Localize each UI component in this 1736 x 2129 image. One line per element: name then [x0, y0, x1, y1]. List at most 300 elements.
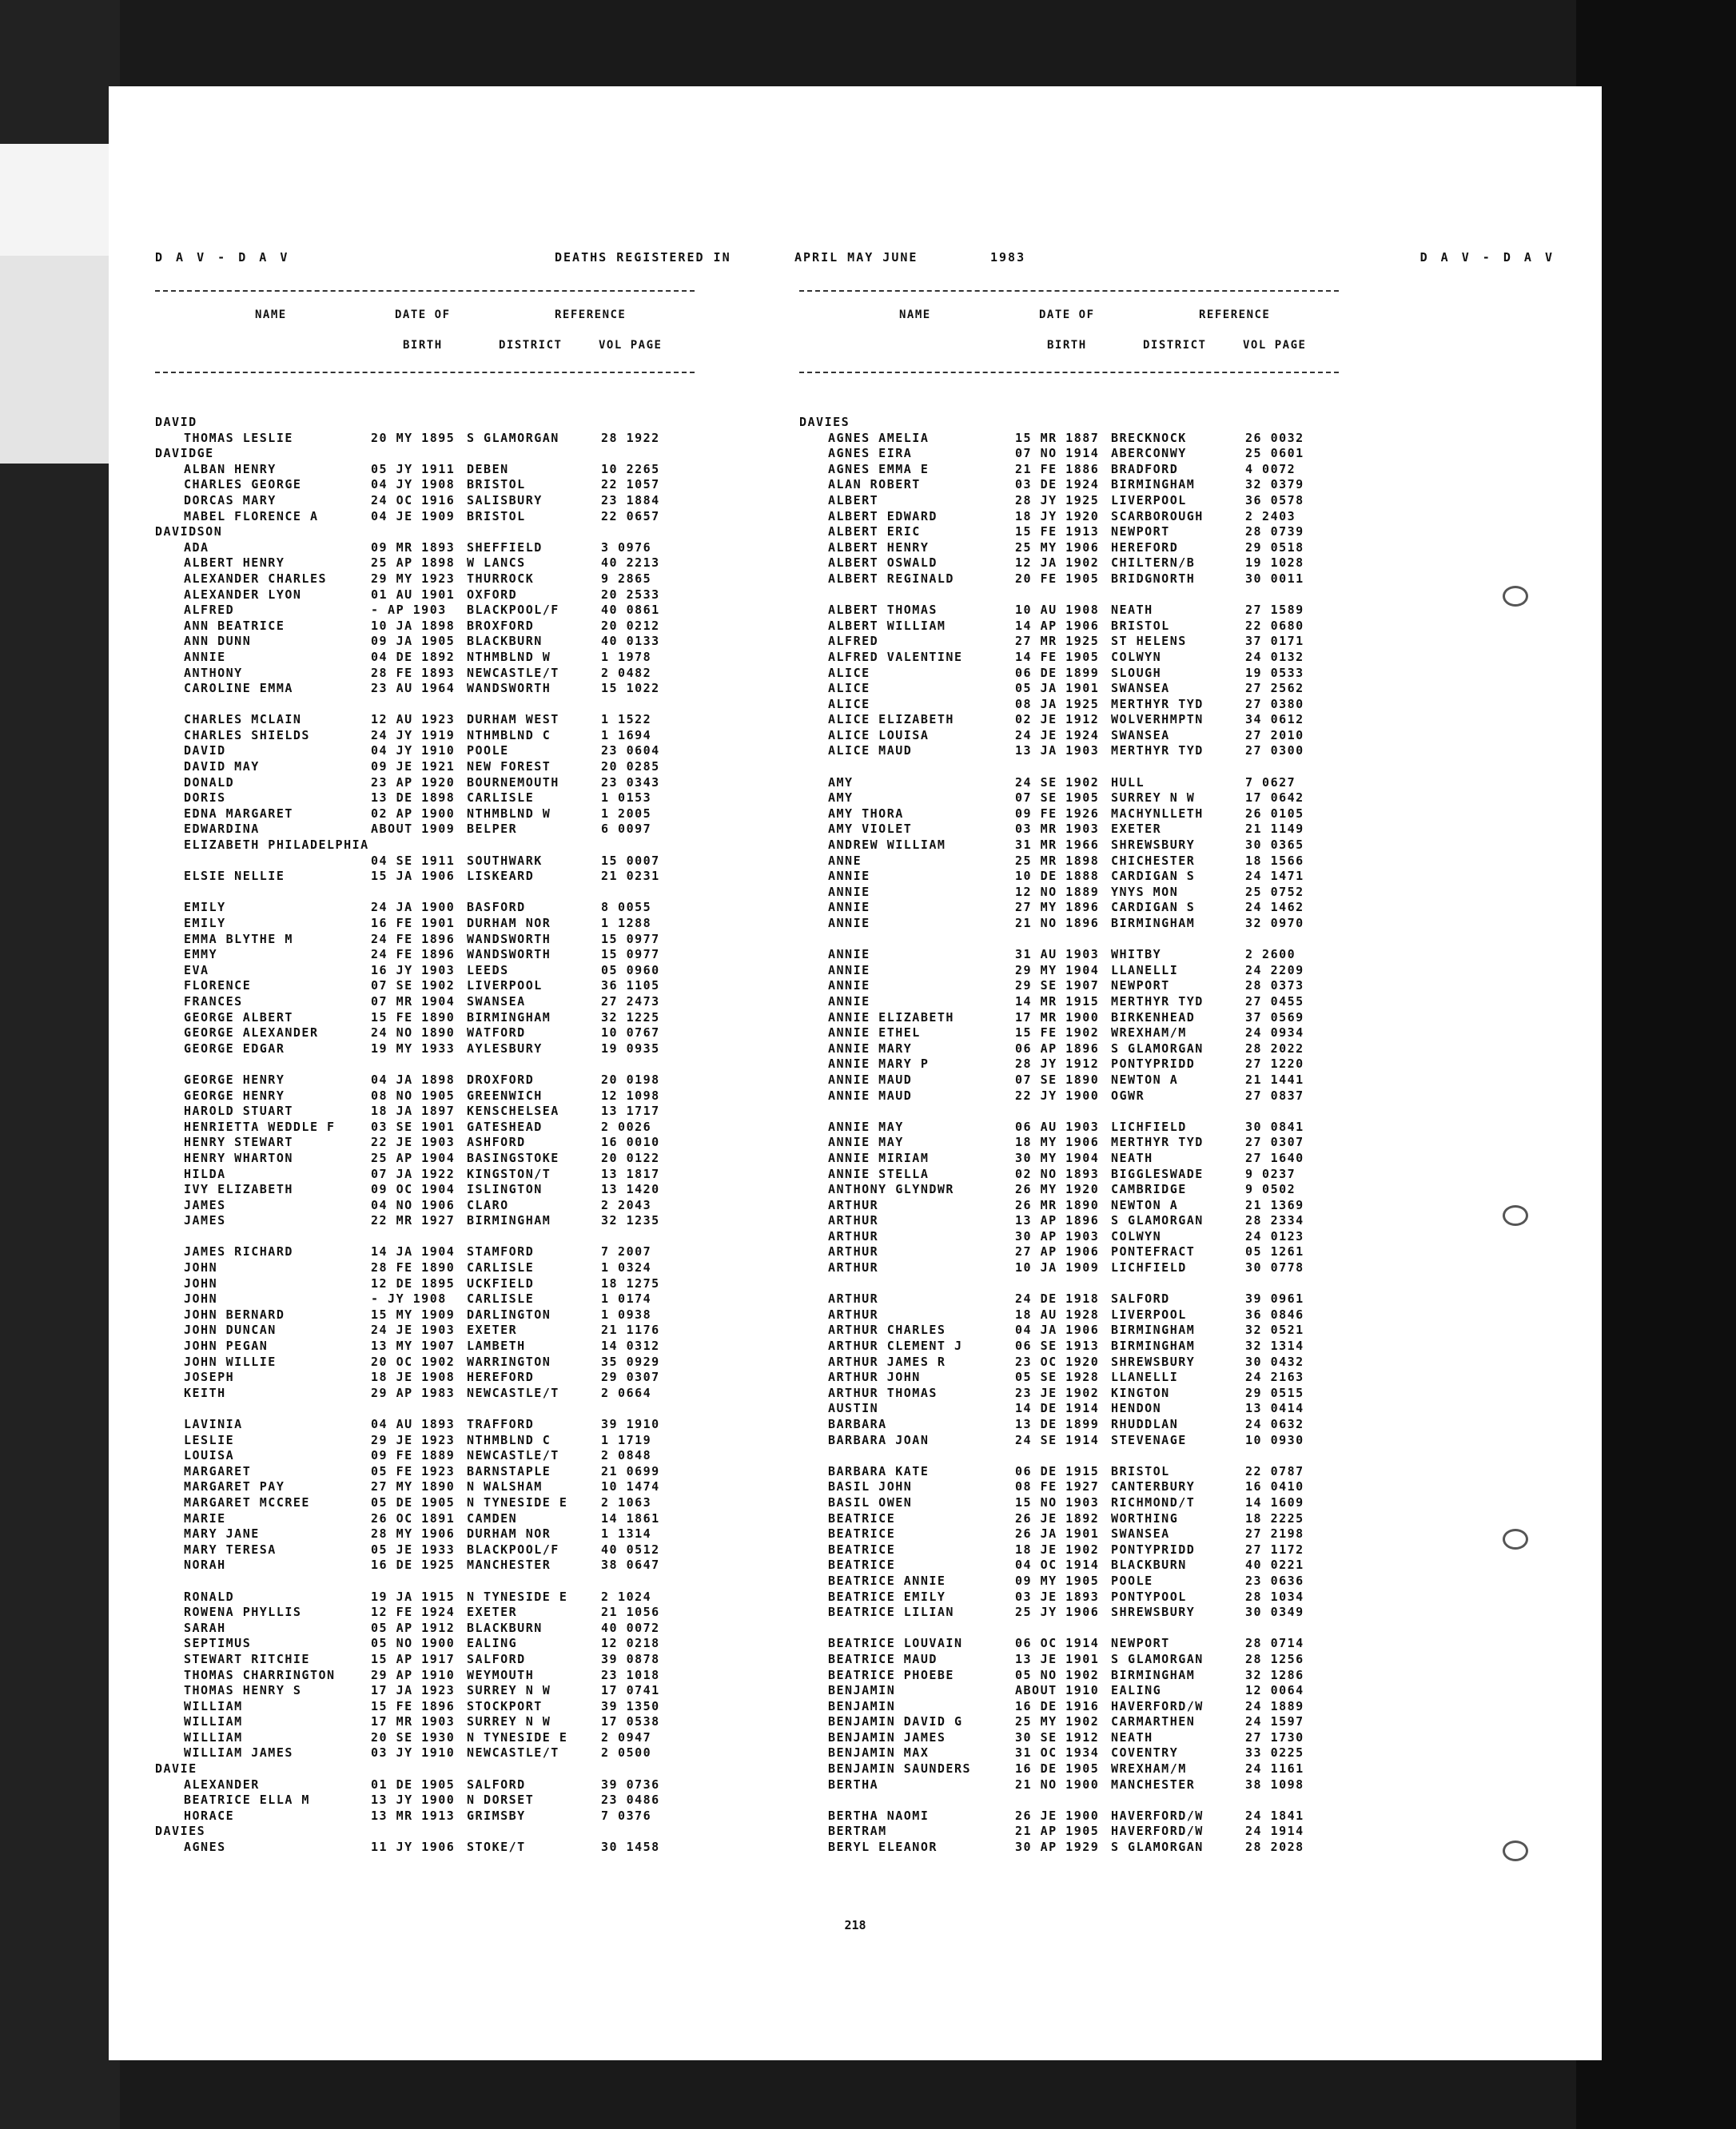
district-cell: CARDIGAN S [1111, 900, 1196, 915]
death-record-row [799, 1041, 1339, 1057]
district-cell: STAMFORD [467, 1244, 535, 1259]
death-record-row [799, 1699, 1339, 1715]
death-record-row [799, 1010, 1339, 1026]
vol-page-cell: 1 1522 [601, 712, 652, 727]
vol-page-cell: 28 0739 [1245, 524, 1304, 539]
birth-date-cell: 06 SE 1913 [1015, 1339, 1100, 1354]
district-cell: STOCKPORT [467, 1698, 543, 1713]
vol-page-cell: 23 0343 [601, 774, 660, 790]
district-cell: HULL [1111, 774, 1145, 790]
right-entries [799, 415, 1339, 1856]
birth-date-cell: 07 SE 1890 [1015, 1072, 1100, 1087]
spacer-row [799, 932, 1339, 948]
vol-page-cell: 24 1889 [1245, 1698, 1304, 1713]
death-record-row [155, 854, 695, 870]
forename-cell: GEORGE EDGAR [184, 1041, 285, 1056]
forename-cell: BENJAMIN MAX [828, 1745, 930, 1761]
forename-cell: ANNIE [828, 916, 870, 930]
death-record-row [155, 603, 695, 619]
death-record-row [799, 1668, 1339, 1684]
vol-page-cell: 24 1597 [1245, 1714, 1304, 1729]
district-cell: SURREY N W [467, 1714, 551, 1729]
birth-date-cell: 09 MY 1905 [1015, 1573, 1100, 1588]
death-record-row [799, 978, 1339, 994]
surname-label: DAVIDSON [155, 524, 223, 539]
forename-cell: ARTHUR [828, 1228, 879, 1244]
district-cell: PONTYPRIDD [1111, 1542, 1196, 1557]
death-record-row [155, 1605, 695, 1621]
birth-date-cell: 18 MY 1906 [1015, 1135, 1100, 1150]
district-cell: EALING [467, 1636, 518, 1651]
forename-cell: ANDREW WILLIAM [828, 838, 946, 853]
col-head-vol-page: VOL PAGE [599, 339, 663, 352]
birth-date-cell: 19 MY 1933 [371, 1041, 456, 1056]
district-cell: BIRMINGHAM [467, 1213, 551, 1228]
vol-page-cell: 15 0007 [601, 853, 660, 868]
vol-page-cell: 30 0349 [1245, 1605, 1304, 1620]
forename-cell: MARGARET MCCREE [184, 1494, 310, 1510]
forename-cell: AGNES [184, 1840, 226, 1855]
death-record-row [799, 1761, 1339, 1777]
forename-cell: AGNES EIRA [828, 446, 913, 461]
birth-date-cell: 03 JE 1893 [1015, 1589, 1100, 1604]
vol-page-cell: 39 0736 [601, 1777, 660, 1792]
birth-date-cell: 26 MR 1890 [1015, 1197, 1100, 1212]
district-cell: LICHFIELD [1111, 1260, 1187, 1275]
vol-page-cell: 30 0011 [1245, 571, 1304, 586]
district-cell: COLWYN [1111, 649, 1162, 664]
death-record-row [155, 1182, 695, 1198]
vol-page-cell: 30 0841 [1245, 1119, 1304, 1134]
district-cell: BLACKBURN [467, 1620, 543, 1635]
death-record-row [155, 1120, 695, 1136]
vol-page-cell: 40 0072 [601, 1620, 660, 1635]
vol-page-cell: 24 1161 [1245, 1761, 1304, 1777]
birth-date-cell: 04 AU 1893 [371, 1417, 456, 1431]
birth-date-cell: 05 NO 1902 [1015, 1667, 1100, 1682]
forename-cell: ALBERT REGINALD [828, 571, 954, 586]
birth-date-cell: 26 MY 1920 [1015, 1182, 1100, 1197]
forename-cell: LOUISA [184, 1448, 235, 1463]
spacer-row [799, 1104, 1339, 1120]
death-record-row [799, 1057, 1339, 1072]
vol-page-cell: 8 0055 [601, 900, 652, 915]
col-head-reference: REFERENCE [1199, 308, 1271, 321]
forename-cell: BARBARA JOAN [828, 1432, 930, 1447]
birth-date-cell: 20 MY 1895 [371, 430, 456, 445]
vol-page-cell: 24 1471 [1245, 869, 1304, 884]
vol-page-cell: 18 2225 [1245, 1510, 1304, 1526]
forename-cell: ANNIE [184, 649, 226, 664]
death-record-row [155, 1652, 695, 1668]
forename-cell: BENJAMIN DAVID G [828, 1714, 963, 1729]
district-cell: NEATH [1111, 1729, 1153, 1745]
death-record-row [799, 1198, 1339, 1214]
forename-cell: AMY [828, 790, 854, 806]
vol-page-cell: 27 2198 [1245, 1526, 1304, 1542]
forename-cell: AGNES EMMA E [828, 461, 930, 476]
vol-page-cell: 2 2403 [1245, 508, 1296, 523]
birth-date-cell: 21 FE 1886 [1015, 461, 1100, 476]
forename-cell: ANNIE [828, 884, 870, 899]
district-cell: NTHMBLND W [467, 806, 551, 821]
vol-page-cell: 2 1063 [601, 1494, 652, 1510]
death-record-row [799, 1511, 1339, 1527]
district-cell: LLANELLI [1111, 962, 1179, 977]
vol-page-cell: 27 0380 [1245, 696, 1304, 711]
district-cell: BASFORD [467, 900, 526, 915]
forename-cell: ANNIE [828, 869, 870, 884]
birth-date-cell: 27 MR 1925 [1015, 634, 1100, 649]
vol-page-cell: 28 1034 [1245, 1589, 1304, 1604]
vol-page-cell: 28 2028 [1245, 1840, 1304, 1855]
death-record-row [155, 493, 695, 509]
forename-cell: AMY [828, 774, 854, 790]
vol-page-cell: 9 2865 [601, 571, 652, 586]
forename-cell: LAVINIA [184, 1417, 243, 1431]
forename-cell: ANN DUNN [184, 634, 252, 649]
vol-page-cell: 7 2007 [601, 1244, 652, 1259]
district-cell: LISKEARD [467, 869, 535, 884]
birth-date-cell: 27 MY 1890 [371, 1479, 456, 1494]
district-cell: WEYMOUTH [467, 1667, 535, 1682]
district-cell: SURREY N W [467, 1683, 551, 1698]
birth-date-cell: 31 OC 1934 [1015, 1745, 1100, 1761]
surname-heading [155, 1824, 695, 1840]
surname-label: DAVIES [799, 415, 850, 429]
district-cell: CANTERBURY [1111, 1479, 1196, 1494]
birth-date-cell: 21 NO 1896 [1015, 916, 1100, 930]
column-header [799, 290, 1339, 373]
birth-date-cell: 19 JA 1915 [371, 1589, 456, 1604]
vol-page-cell: 21 0699 [601, 1463, 660, 1478]
district-cell: CARDIGAN S [1111, 869, 1196, 884]
birth-date-cell: 21 AP 1905 [1015, 1824, 1100, 1839]
death-record-row [799, 1558, 1339, 1574]
vol-page-cell: 37 0569 [1245, 1009, 1304, 1025]
forename-cell: KEITH [184, 1385, 226, 1400]
death-record-row [155, 1448, 695, 1464]
forename-cell: THOMAS LESLIE [184, 430, 293, 445]
birth-date-cell: 05 JA 1901 [1015, 681, 1100, 696]
forename-cell: ALBERT WILLIAM [828, 618, 946, 633]
district-cell: BRISTOL [467, 477, 526, 492]
surname-heading [155, 1761, 695, 1777]
death-record-row [155, 555, 695, 571]
vol-page-cell: 17 0741 [601, 1683, 660, 1698]
district-cell: MERTHYR TYD [1111, 1135, 1204, 1150]
district-cell: SLOUGH [1111, 665, 1162, 680]
death-record-row [155, 1558, 695, 1574]
birth-date-cell: 08 JA 1925 [1015, 696, 1100, 711]
district-cell: BARNSTAPLE [467, 1463, 551, 1478]
death-record-row [155, 1668, 695, 1684]
death-record-row [799, 1464, 1339, 1480]
forename-cell: GEORGE ALBERT [184, 1009, 293, 1025]
death-record-row [799, 743, 1339, 759]
district-cell: MERTHYR TYD [1111, 993, 1204, 1009]
death-record-row [155, 1683, 695, 1699]
forename-cell: ARTHUR [828, 1260, 879, 1275]
vol-page-cell: 32 1314 [1245, 1339, 1304, 1354]
death-record-row [799, 916, 1339, 932]
birth-date-cell: 05 FE 1923 [371, 1463, 456, 1478]
header-left-code: D A V - D A V [155, 250, 291, 265]
birth-date-cell: 23 AU 1964 [371, 681, 456, 696]
district-cell: NTHMBLND W [467, 649, 551, 664]
district-cell: GREENWICH [467, 1088, 543, 1103]
birth-date-cell: 27 AP 1906 [1015, 1244, 1100, 1259]
birth-date-cell: 18 JE 1908 [371, 1370, 456, 1385]
forename-cell: BEATRICE ANNIE [828, 1573, 946, 1588]
district-cell: BLACKBURN [1111, 1558, 1187, 1573]
birth-date-cell: 09 OC 1904 [371, 1182, 456, 1197]
death-record-row [799, 1291, 1339, 1307]
birth-date-cell: 14 DE 1914 [1015, 1401, 1100, 1416]
vol-page-cell: 40 0512 [601, 1542, 660, 1557]
vol-page-cell: 12 0064 [1245, 1683, 1304, 1698]
death-record-row [155, 587, 695, 603]
birth-date-cell: 14 FE 1905 [1015, 649, 1100, 664]
vol-page-cell: 22 1057 [601, 477, 660, 492]
death-record-row [155, 916, 695, 932]
vol-page-cell: 19 0935 [601, 1041, 660, 1056]
birth-date-cell: 13 DE 1898 [371, 790, 456, 806]
birth-date-cell: 04 JY 1908 [371, 477, 456, 492]
death-record-row [799, 1745, 1339, 1761]
vol-page-cell: 27 2010 [1245, 727, 1304, 742]
death-record-row [155, 1307, 695, 1323]
birth-date-cell: 07 MR 1904 [371, 993, 456, 1009]
forename-cell: ALICE [828, 665, 870, 680]
district-cell: N TYNESIDE E [467, 1729, 568, 1745]
vol-page-cell: 19 0533 [1245, 665, 1304, 680]
district-cell: CARLISLE [467, 1291, 535, 1307]
birth-date-cell: 15 JA 1906 [371, 869, 456, 884]
district-cell: CARMARTHEN [1111, 1714, 1196, 1729]
birth-date-cell: 13 MY 1907 [371, 1339, 456, 1354]
district-cell: YNYS MON [1111, 884, 1179, 899]
district-cell: BLACKBURN [467, 634, 543, 649]
spacer-row [155, 1574, 695, 1590]
header-period: APRIL MAY JUNE [794, 250, 918, 265]
district-cell: CHICHESTER [1111, 853, 1196, 868]
vol-page-cell: 2 0664 [601, 1385, 652, 1400]
forename-cell: ARTHUR [828, 1307, 879, 1322]
death-record-row [155, 869, 695, 885]
forename-cell: STEWART RITCHIE [184, 1651, 310, 1666]
death-record-row [799, 1636, 1339, 1652]
district-cell: MANCHESTER [1111, 1777, 1196, 1792]
death-record-row [155, 1479, 695, 1495]
birth-date-cell: 09 JA 1905 [371, 634, 456, 649]
district-cell: WREXHAM/M [1111, 1761, 1187, 1777]
vol-page-cell: 39 0878 [601, 1651, 660, 1666]
district-cell: SURREY N W [1111, 790, 1196, 806]
vol-page-cell: 05 0960 [601, 962, 660, 977]
death-record-row [155, 822, 695, 838]
birth-date-cell: 06 OC 1914 [1015, 1636, 1100, 1651]
forename-cell: ANNIE STELLA [828, 1166, 930, 1181]
forename-cell: BENJAMIN JAMES [828, 1729, 946, 1745]
forename-cell: ARTHUR CHARLES [828, 1323, 946, 1338]
forename-cell: FLORENCE [184, 978, 252, 993]
district-cell: KINGTON [1111, 1385, 1170, 1400]
forename-cell: ALICE ELIZABETH [828, 712, 954, 727]
death-record-row [155, 1526, 695, 1542]
forename-cell: ALICE [828, 696, 870, 711]
vol-page-cell: 30 1458 [601, 1840, 660, 1855]
forename-cell: ALFRED [828, 634, 879, 649]
vol-page-cell: 25 0752 [1245, 884, 1304, 899]
district-cell: N TYNESIDE E [467, 1494, 568, 1510]
left-column [155, 266, 695, 1856]
forename-cell: EDNA MARGARET [184, 806, 293, 821]
forename-cell: ANNIE [828, 993, 870, 1009]
forename-cell: HENRY WHARTON [184, 1150, 293, 1165]
right-column [799, 266, 1339, 1856]
forename-cell: ALBERT HENRY [828, 539, 930, 555]
forename-cell: CHARLES SHIELDS [184, 727, 310, 742]
spacer-row [799, 1448, 1339, 1464]
district-cell: NEWPORT [1111, 1636, 1170, 1651]
vol-page-cell: 10 0767 [601, 1025, 660, 1041]
district-cell: GATESHEAD [467, 1119, 543, 1134]
district-cell: BRISTOL [1111, 1463, 1170, 1478]
death-record-row [799, 1730, 1339, 1746]
vol-page-cell: 7 0627 [1245, 774, 1296, 790]
left-entries [155, 415, 695, 1856]
district-cell: ISLINGTON [467, 1182, 543, 1197]
birth-date-cell: 10 JA 1909 [1015, 1260, 1100, 1275]
birth-date-cell: 12 AU 1923 [371, 712, 456, 727]
death-record-row [155, 619, 695, 635]
forename-cell: MARY TERESA [184, 1542, 277, 1557]
col-head-vol-page: VOL PAGE [1243, 339, 1307, 352]
district-cell: HENDON [1111, 1401, 1162, 1416]
birth-date-cell: 29 SE 1907 [1015, 978, 1100, 993]
vol-page-cell: 29 0515 [1245, 1385, 1304, 1400]
vol-page-cell: 34 0612 [1245, 712, 1304, 727]
vol-page-cell: 28 2334 [1245, 1213, 1304, 1228]
district-cell: COVENTRY [1111, 1745, 1179, 1761]
vol-page-cell: 17 0642 [1245, 790, 1304, 806]
forename-cell: BASIL JOHN [828, 1479, 913, 1494]
forename-cell: ELSIE NELLIE [184, 869, 285, 884]
birth-date-cell: 13 JA 1903 [1015, 743, 1100, 758]
vol-page-cell: 27 0455 [1245, 993, 1304, 1009]
vol-page-cell: 20 2533 [601, 587, 660, 602]
district-cell: SWANSEA [467, 993, 526, 1009]
birth-date-cell: 20 SE 1930 [371, 1729, 456, 1745]
forename-cell: ANNE [828, 853, 862, 868]
birth-date-cell: 12 DE 1895 [371, 1275, 456, 1291]
birth-date-cell: 16 DE 1905 [1015, 1761, 1100, 1777]
birth-date-cell: 08 NO 1905 [371, 1088, 456, 1103]
forename-cell: JOHN BERNARD [184, 1307, 285, 1322]
death-record-row [799, 524, 1339, 540]
vol-page-cell: 26 0032 [1245, 430, 1304, 445]
district-cell: SALFORD [467, 1777, 526, 1792]
birth-date-cell: 15 MR 1887 [1015, 430, 1100, 445]
birth-date-cell: 09 FE 1889 [371, 1448, 456, 1463]
vol-page-cell: 2 2043 [601, 1197, 652, 1212]
birth-date-cell: 02 AP 1900 [371, 806, 456, 821]
birth-date-cell: 15 FE 1902 [1015, 1025, 1100, 1041]
death-record-row [799, 619, 1339, 635]
forename-cell: WILLIAM [184, 1698, 243, 1713]
vol-page-cell: 40 0861 [601, 603, 660, 618]
forename-cell: ALFRED [184, 603, 235, 618]
birth-date-cell: 07 NO 1914 [1015, 446, 1100, 461]
district-cell: ABERCONWY [1111, 446, 1187, 461]
forename-cell: ANNIE [828, 900, 870, 915]
district-cell: STOKE/T [467, 1840, 526, 1855]
district-cell: BIRMINGHAM [1111, 1339, 1196, 1354]
forename-cell: BARBARA KATE [828, 1463, 930, 1478]
forename-cell: JAMES [184, 1213, 226, 1228]
vol-page-cell: 32 0970 [1245, 916, 1304, 930]
district-cell: NTHMBLND C [467, 1432, 551, 1447]
district-cell: DURHAM NOR [467, 916, 551, 930]
vol-page-cell: 23 0636 [1245, 1573, 1304, 1588]
vol-page-cell: 32 1286 [1245, 1667, 1304, 1682]
forename-cell: DONALD [184, 774, 235, 790]
death-record-row [155, 1025, 695, 1041]
forename-cell: BERYL ELEANOR [828, 1840, 938, 1855]
vol-page-cell: 38 1098 [1245, 1777, 1304, 1792]
birth-date-cell: 16 FE 1901 [371, 916, 456, 930]
forename-cell: CHARLES GEORGE [184, 477, 302, 492]
district-cell: LAMBETH [467, 1339, 526, 1354]
vol-page-cell: 28 2022 [1245, 1041, 1304, 1056]
birth-date-cell: 20 FE 1905 [1015, 571, 1100, 586]
birth-date-cell: 28 MY 1906 [371, 1526, 456, 1542]
forename-cell: ANNIE [828, 978, 870, 993]
birth-date-cell: 15 AP 1917 [371, 1651, 456, 1666]
death-record-row [799, 775, 1339, 791]
birth-date-cell: 22 JE 1903 [371, 1135, 456, 1150]
district-cell: LEEDS [467, 962, 509, 977]
district-cell: ASHFORD [467, 1135, 526, 1150]
district-cell: S GLAMORGAN [1111, 1840, 1204, 1855]
death-record-row [799, 1135, 1339, 1151]
birth-date-cell: 30 MY 1904 [1015, 1150, 1100, 1165]
vol-page-cell: 14 1609 [1245, 1494, 1304, 1510]
birth-date-cell: 05 JE 1933 [371, 1542, 456, 1557]
forename-cell: ALBERT HENRY [184, 555, 285, 571]
header-right-code: D A V - D A V [1419, 250, 1555, 265]
death-record-row [799, 1574, 1339, 1590]
vol-page-cell: 25 0601 [1245, 446, 1304, 461]
spacer-row [799, 1276, 1339, 1292]
forename-cell: JOHN PEGAN [184, 1339, 269, 1354]
vol-page-cell: 30 0432 [1245, 1354, 1304, 1369]
forename-cell: DORIS [184, 790, 226, 806]
vol-page-cell: 9 0237 [1245, 1166, 1296, 1181]
death-record-row [155, 462, 695, 478]
district-cell: MERTHYR TYD [1111, 743, 1204, 758]
district-cell: KENSCHELSEA [467, 1104, 559, 1119]
vol-page-cell: 28 0373 [1245, 978, 1304, 993]
spacer-row [155, 885, 695, 901]
forename-cell: BERTHA [828, 1777, 879, 1792]
death-record-row [155, 1260, 695, 1276]
surname-label: DAVIES [155, 1824, 206, 1839]
microfiche-page [109, 86, 1602, 2060]
vol-page-cell: 23 1884 [601, 492, 660, 507]
forename-cell: DAVID [184, 743, 226, 758]
